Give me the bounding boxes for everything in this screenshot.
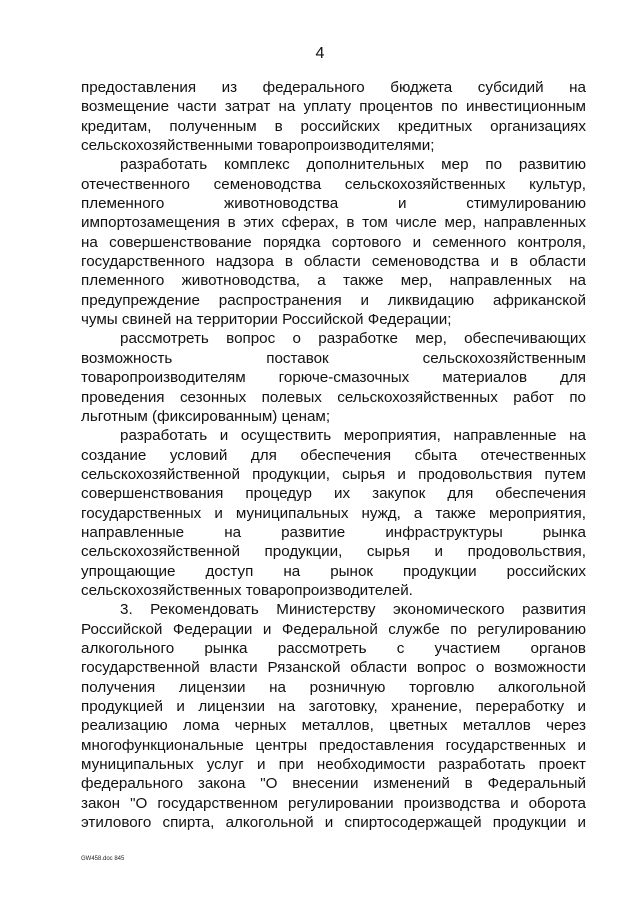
text-line: возмещение части затрат на уплату процентов по инвестиционным (81, 98, 586, 116)
text-line: продукцией и лицензии на заготовку, хранение, переработку и (81, 698, 586, 715)
text-line: многофункциональные центры предоставления государственных и (81, 736, 586, 754)
text-line: направленные на развитие инфраструктуры рынка (81, 523, 586, 541)
text-line: 3. Рекомендовать Министерству экономического развития (120, 601, 586, 619)
text-line: кредитам, полученным в российских кредитных организациях (81, 117, 586, 135)
text-line: совершенствования процедур их закупок для обеспечения (81, 485, 586, 503)
text-line: разработать комплекс дополнительных мер по развитию (120, 156, 586, 174)
text-line: товаропроизводителям горюче-смазочных материалов для (81, 369, 586, 387)
text-line: этилового спирта, алкогольной и спиртосодержащей продукции и (81, 814, 586, 832)
text-line: государственного надзора в области семеноводства и в области (81, 253, 586, 271)
text-line: предупреждение распространения и ликвидацию африканской (81, 291, 586, 309)
text-line: реализацию лома черных металлов, цветных металлов через (81, 717, 586, 735)
text-line: создание условий для обеспечения сбыта отечественных (81, 446, 586, 464)
text-line: получения лицензии на розничную торговлю алкогольной (81, 678, 586, 696)
text-line: отечественного семеноводства сельскохозяйственных культур, (81, 175, 586, 193)
text-line: на совершенствование порядка сортового и семенного контроля, (81, 233, 586, 251)
document-body (81, 78, 586, 832)
footer-document-code: GW458.doc 845 (81, 856, 125, 862)
text-line: государственных и муниципальных нужд, а также мероприятия, (81, 504, 586, 522)
text-line: чумы свиней на территории Российской Федерации; (81, 311, 452, 329)
text-line: муниципальных услуг и при необходимости разработать проект (81, 756, 586, 774)
text-line: закон "О государственном регулировании производства и оборота (81, 794, 586, 812)
text-line: возможность поставок сельскохозяйственным (81, 349, 586, 367)
text-line: льготным (фиксированным) ценам; (81, 407, 331, 425)
text-line: упрощающие доступ на рынок продукции российских (81, 562, 586, 580)
text-line: предоставления из федерального бюджета субсидий на (81, 79, 586, 96)
text-line: проведения сезонных полевых сельскохозяйственных работ по (81, 388, 586, 406)
text-line: сельскохозяйственной продукции, сырья и продовольствия, (81, 543, 586, 561)
text-line: племенного животноводства и стимулированию (81, 195, 586, 213)
text-line: импортозамещения в этих сферах, в том числе мер, направленных (81, 214, 586, 232)
text-line: племенного животноводства, а также мер, направленных на (81, 272, 586, 290)
text-line: государственной власти Рязанской области вопрос о возможности (81, 659, 586, 677)
text-line: сельскохозяйственных товаропроизводителей. (81, 581, 413, 599)
page-number: 4 (315, 45, 325, 62)
text-line: сельскохозяйственной продукции, сырья и продовольствия путем (81, 465, 586, 483)
text-line: сельскохозяйственными товаропроизводителями; (81, 137, 435, 155)
text-line: рассмотреть вопрос о разработке мер, обеспечивающих (120, 330, 586, 348)
text-line: федерального закона "О внесении изменений в Федеральный (81, 775, 586, 793)
text-line: алкогольного рынка рассмотреть с участием органов (81, 639, 586, 657)
text-line: Российской Федерации и Федеральной службе по регулированию (81, 620, 586, 638)
text-line: разработать и осуществить мероприятия, направленные на (120, 427, 586, 445)
